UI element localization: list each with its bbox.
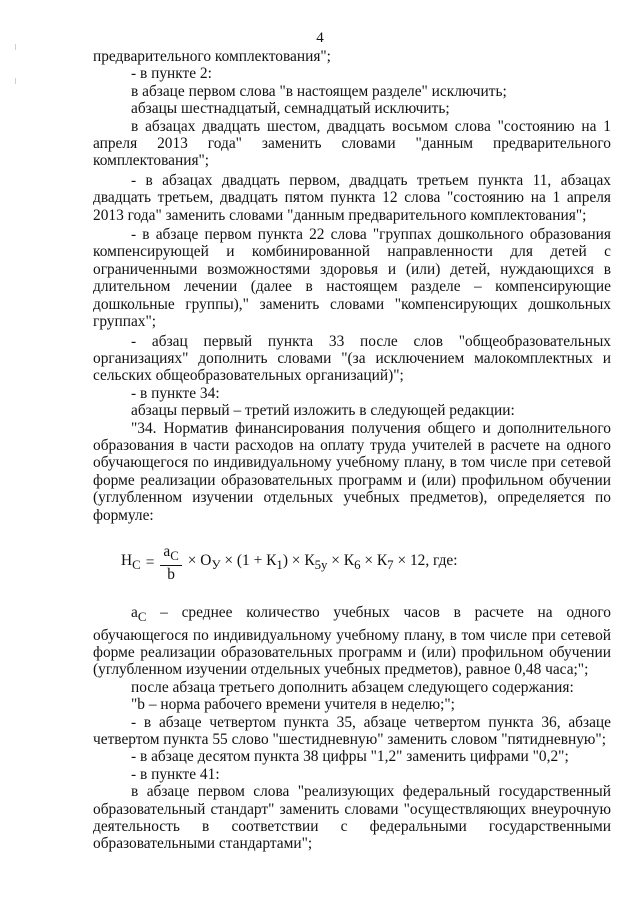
formula-fraction	[160, 544, 181, 582]
formula-lhs: $Н_С$	[121, 551, 141, 572]
paragraph: - в абзаце десятом пункта 38 цифры "1,2" заменить цифрами "0,2";	[131, 748, 569, 766]
paragraph: $а_С$ – среднее количество учебных часов в расчете на одного обучающегося по индивидуальному учебному плану, в том числе при сетевой форме реализации образовательных программ и (или) профильном обучении (углубленном изучении отдельных учебных предметов), равное 0,48 часа;";	[93, 604, 611, 679]
formula-numerator: $а_С$	[160, 544, 181, 566]
formula	[121, 544, 611, 582]
paragraph: в абзаце первом слова "реализующих федеральный государственный образовательный стандарт" заменить словами "осуществляющих внеурочную деятельность в соответствии с федеральными государственными образовательными стандартами";	[93, 783, 611, 853]
document-body	[93, 48, 611, 853]
paragraph: в абзаце первом слова "в настоящем разделе" исключить;	[131, 82, 507, 100]
paragraph: - абзац первый пункта 33 после слов "общеобразовательных организациях" дополнить словами "(за исключением малокомплектных и сельских общеобразовательных организаций)";	[93, 332, 611, 385]
paragraph: после абзаца третьего дополнить абзацем следующего содержания:	[131, 678, 574, 696]
formula-equals: =	[145, 554, 155, 572]
paragraph: абзацы шестнадцатый, семнадцатый исключить;	[131, 100, 450, 118]
paragraph: предварительного комплектования";	[93, 48, 331, 65]
paragraph: в абзацах двадцать шестом, двадцать восьмом слова "состоянию на 1 апреля 2013 года" заменить словами "данным предварительного комплектования";	[93, 117, 611, 170]
paragraph: "34. Норматив финансирования получения общего и дополнительного образования в части расходов на оплату труда учителей в расчете на одного обучающегося по индивидуальному учебному плану, в том числе при сетевой форме реализации образовательных программ и (или) профильном обучении (углубленном изучении отдельных учебных предметов), определяется по формуле:	[93, 419, 611, 524]
paragraph: - в абзаце четвертом пункта 35, абзаце четвертом пункта 36, абзаце четвертом пункта 55 слово "шестидневную" заменить словом "пятидневную";	[93, 713, 611, 748]
paragraph: - в абзацах двадцать первом, двадцать третьем пункта 11, абзацах двадцать третьем, двадцать пятом пункта 12 слова "состоянию на 1 апреля 2013 года" заменить словами "данным предварительного комплектования";	[93, 171, 611, 224]
paragraph: - в пункте 41:	[131, 765, 220, 783]
paragraph: - в абзаце первом пункта 22 слова "группах дошкольного образования компенсирующей и комбинированной направленности для детей с ограниченными возможностями здоровья и (или) детей, нуждающихся в длительном лечении (далее в настоящем разделе – компенсирующие дошкольные группы)," заменить словами "компенсирующих дошкольных группах";	[93, 226, 611, 331]
formula-rhs: × $О_У \times (1 + К_1) \times К_{5у} \times К_6 \times К_7 \times 12$, где:	[187, 551, 458, 572]
paragraph: - в пункте 2:	[131, 65, 212, 83]
page-number: 4	[316, 30, 324, 46]
scan-artifact	[15, 78, 16, 84]
paragraph: - в пункте 34:	[131, 384, 220, 402]
formula-denominator: b	[167, 566, 175, 584]
paragraph: абзацы первый – третий изложить в следующей редакции:	[131, 402, 515, 420]
paragraph: "b – норма рабочего времени учителя в неделю;";	[131, 696, 455, 714]
